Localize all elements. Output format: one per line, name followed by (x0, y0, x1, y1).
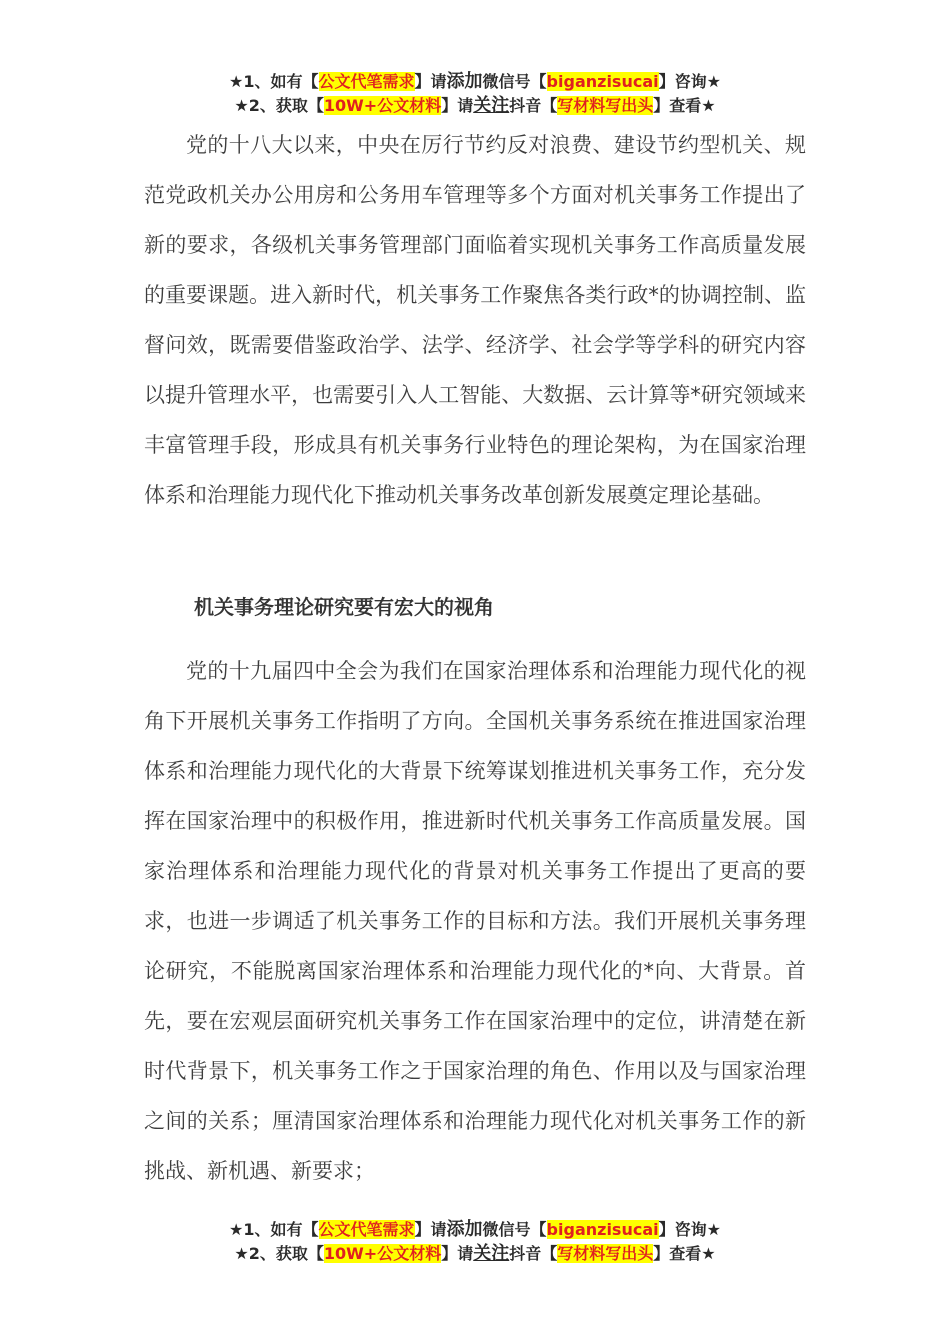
banner-emphasis-add: 添加 (446, 71, 483, 92)
banner-line-1-suffix: 】咨询★ (658, 1220, 721, 1239)
banner-line-2-prefix: ★2、获取【 (234, 96, 324, 115)
banner-emphasis-follow: 关注 (473, 1243, 510, 1264)
banner-highlight-service: 公文代笔需求 (318, 1220, 415, 1239)
banner-highlight-wechat-id: biganzisucai (546, 1220, 659, 1239)
banner-line-2-mid: 】请 (441, 96, 474, 115)
bottom-banner (0, 1218, 950, 1266)
banner-line-2-mid2: 抖音【 (509, 96, 558, 115)
section-heading: 机关事务理论研究要有宏大的视角 (194, 595, 494, 619)
banner-line-1-mid2: 微信号【 (482, 72, 547, 91)
banner-line-1-prefix: ★1、如有【 (229, 72, 319, 91)
banner-highlight-douyin-account: 写材料写出头 (557, 96, 654, 115)
banner-highlight-materials: 10W+公文材料 (323, 1244, 442, 1263)
document-section-intro (144, 120, 806, 520)
banner-line-2-suffix: 】查看★ (653, 1244, 716, 1263)
banner-highlight-materials: 10W+公文材料 (323, 96, 442, 115)
banner-line-2-mid: 】请 (441, 1244, 474, 1263)
banner-line-1-bottom (0, 1218, 950, 1242)
banner-line-1-mid2: 微信号【 (482, 1220, 547, 1239)
banner-highlight-wechat-id: biganzisucai (546, 72, 659, 91)
banner-highlight-douyin-account: 写材料写出头 (557, 1244, 654, 1263)
banner-line-1-mid: 】请 (414, 1220, 447, 1239)
banner-line-1-suffix: 】咨询★ (658, 72, 721, 91)
paragraph-intro: 党的十八大以来，中央在厉行节约反对浪费、建设节约型机关、规范党政机关办公用房和公务用车管理等多个方面对机关事务工作提出了新的要求，各级机关事务管理部门面临着实现机关事务工作高质量发展的重要课题。进入新时代，机关事务工作聚焦各类行政*的协调控制、监督问效，既需要借鉴政治学、法学、经济学、社会学等学科的研究内容以提升管理水平，也需要引入人工智能、大数据、云计算等*研究领域来丰富管理手段，形成具有机关事务行业特色的理论架构，为在国家治理体系和治理能力现代化下推动机关事务改革创新发展奠定理论基础。 (144, 133, 806, 507)
banner-line-2-mid2: 抖音【 (509, 1244, 558, 1263)
banner-line-2-bottom (0, 1242, 950, 1266)
banner-line-2-prefix: ★2、获取【 (234, 1244, 324, 1263)
banner-highlight-service: 公文代笔需求 (318, 72, 415, 91)
banner-line-2-suffix: 】查看★ (653, 96, 716, 115)
document-section-main (144, 646, 806, 1196)
banner-emphasis-add: 添加 (446, 1219, 483, 1240)
banner-line-2 (0, 94, 950, 118)
banner-emphasis-follow: 关注 (473, 95, 510, 116)
banner-line-1 (0, 70, 950, 94)
top-banner (0, 70, 950, 118)
banner-line-1-prefix: ★1、如有【 (229, 1220, 319, 1239)
paragraph-main: 党的十九届四中全会为我们在国家治理体系和治理能力现代化的视角下开展机关事务工作指明了方向。全国机关事务系统在推进国家治理体系和治理能力现代化的大背景下统筹谋划推进机关事务工作，充分发挥在国家治理中的积极作用，推进新时代机关事务工作高质量发展。国家治理体系和治理能力现代化的背景对机关事务工作提出了更高的要求，也进一步调适了机关事务工作的目标和方法。我们开展机关事务理论研究，不能脱离国家治理体系和治理能力现代化的*向、大背景。首先，要在宏观层面研究机关事务工作在国家治理中的定位，讲清楚在新时代背景下，机关事务工作之于国家治理的角色、作用以及与国家治理之间的关系；厘清国家治理体系和治理能力现代化对机关事务工作的新挑战、新机遇、新要求； (144, 659, 806, 1183)
banner-line-1-mid: 】请 (414, 72, 447, 91)
